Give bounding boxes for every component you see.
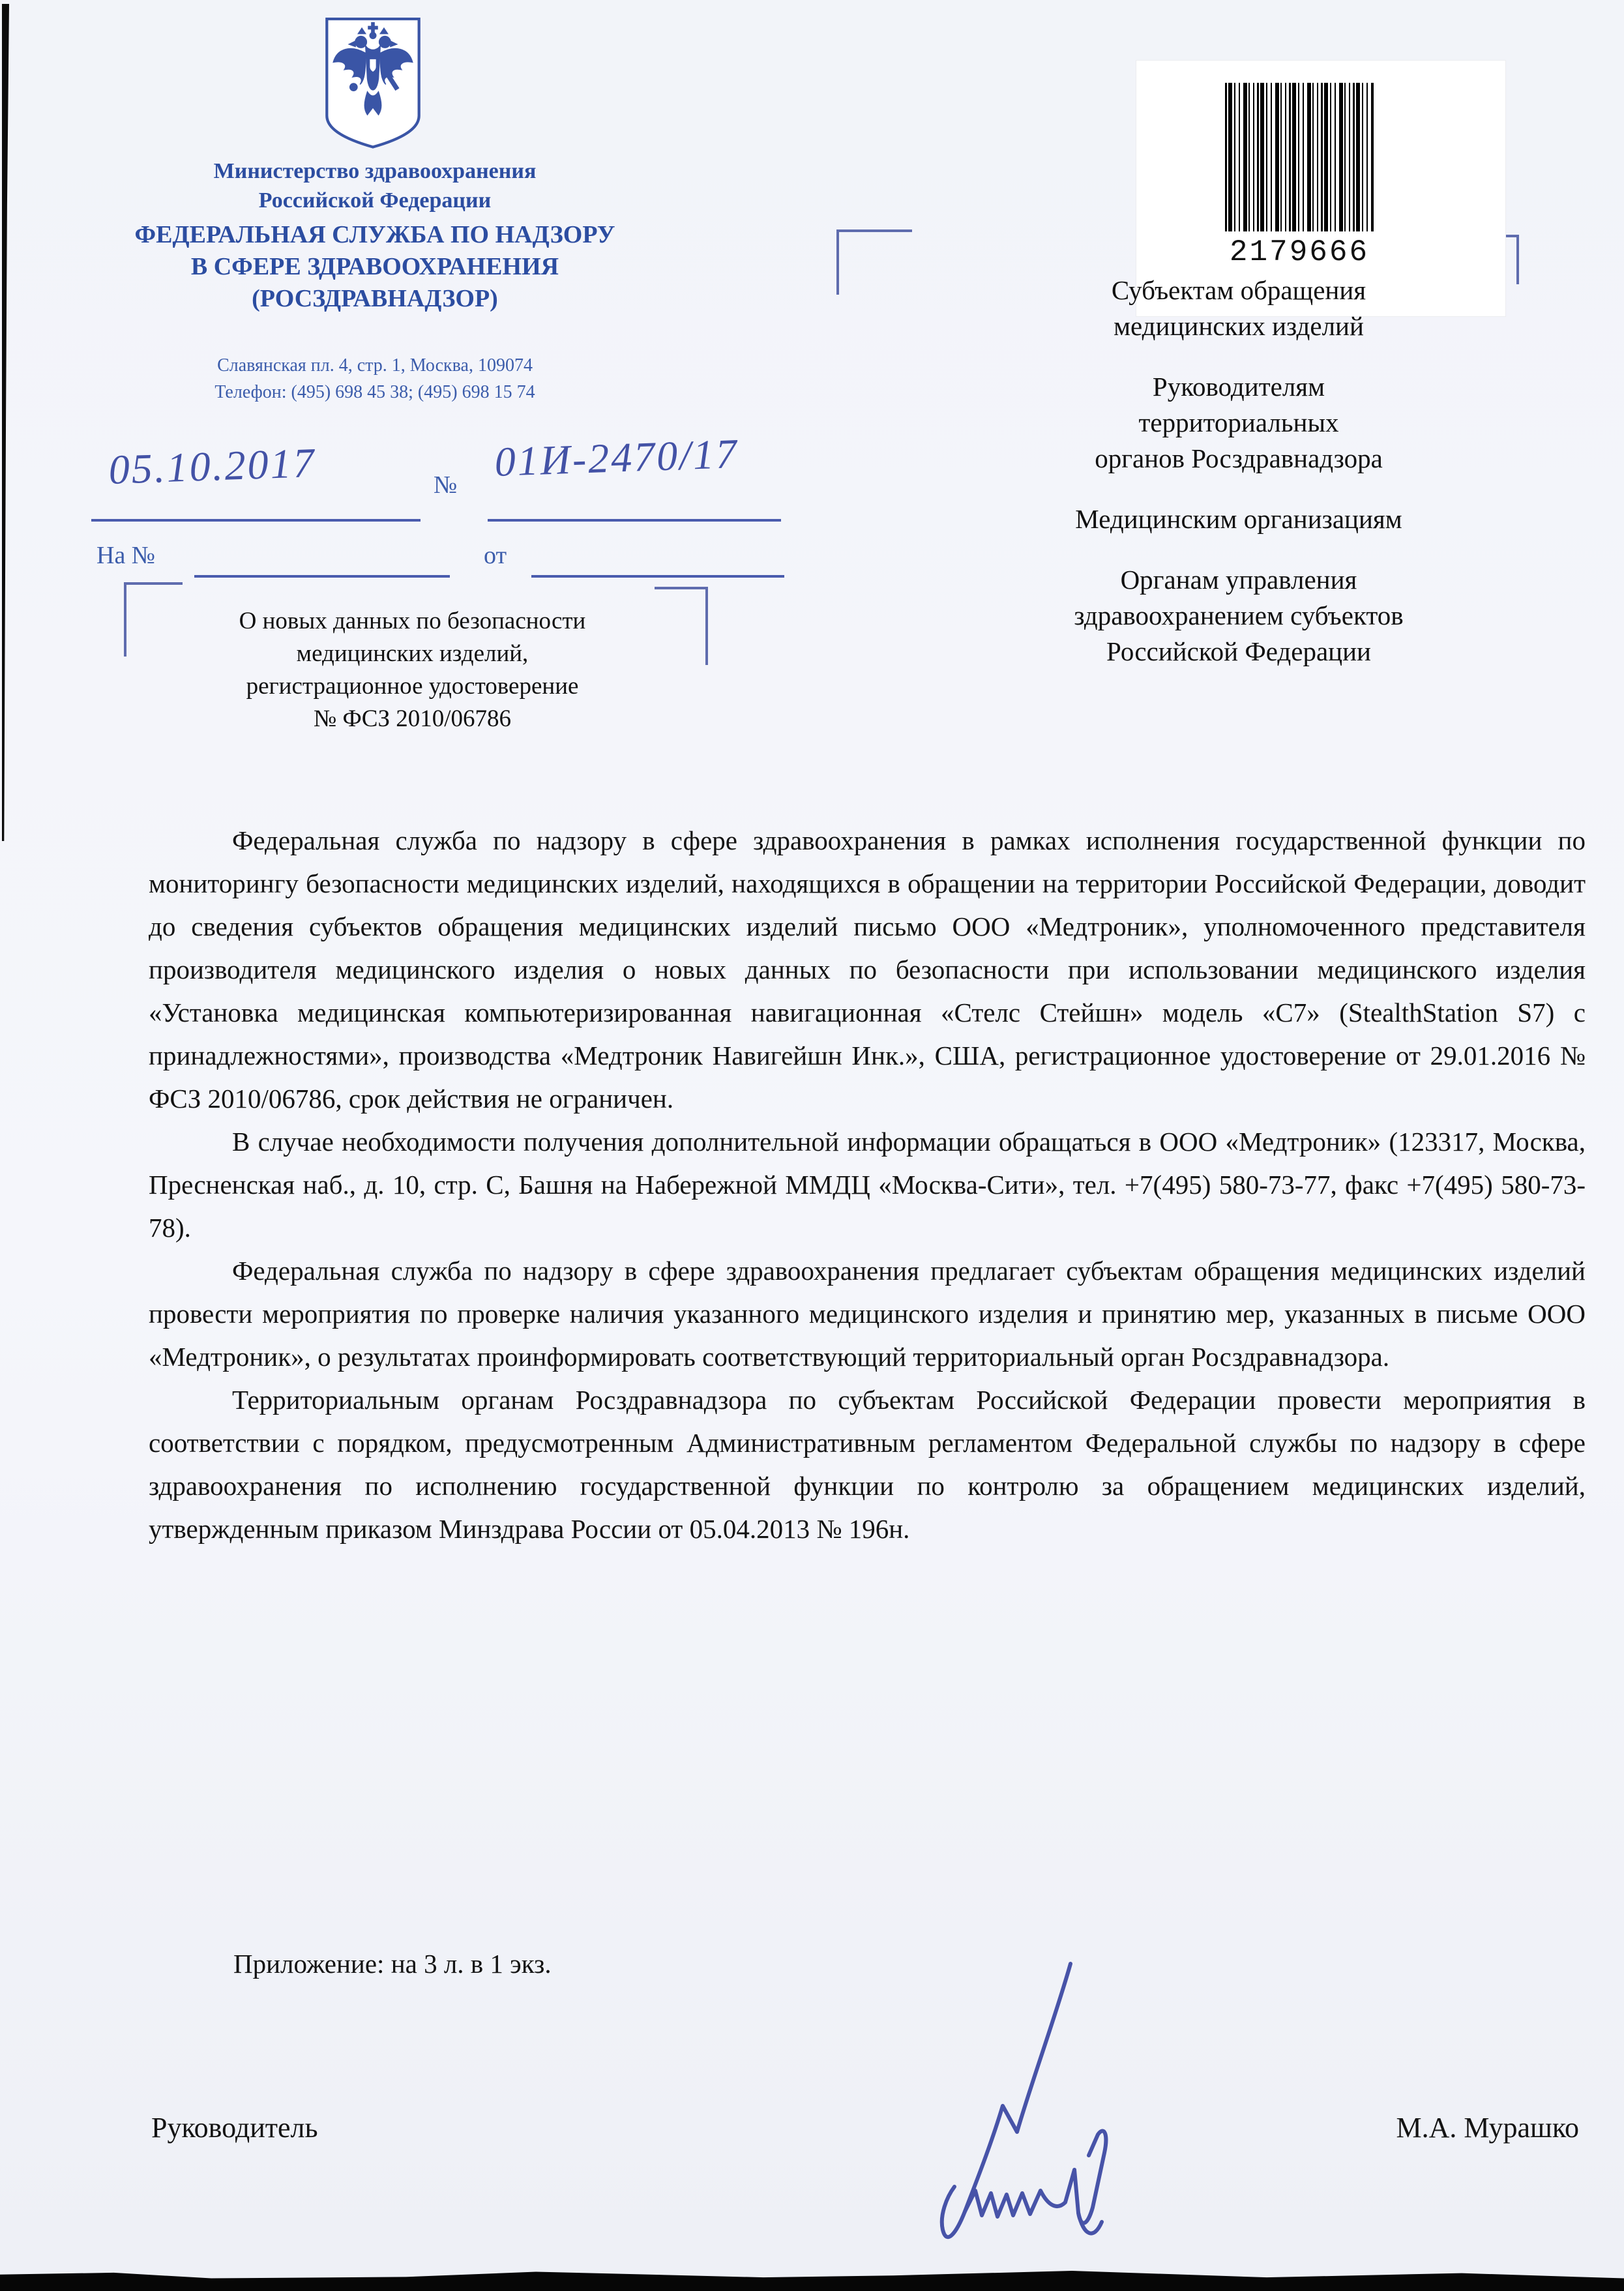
recipient-line: Органам управления — [1120, 565, 1357, 595]
reply-number-blank — [194, 575, 450, 578]
subject-line: медицинских изделий, — [296, 640, 529, 667]
recipient-line: медицинских изделий — [1114, 311, 1364, 341]
handwritten-outgoing-number: 01И-2470/17 — [494, 430, 740, 486]
barcode-number: 2179666 — [1229, 235, 1370, 269]
agency-line-1: ФЕДЕРАЛЬНАЯ СЛУЖБА ПО НАДЗОРУ — [134, 221, 615, 248]
agency-contact-block — [78, 352, 672, 406]
recipient-line: Субъектам обращения — [1111, 275, 1366, 305]
recipient-line: Руководителям — [1152, 372, 1325, 402]
reply-to-number-label: На № — [96, 542, 156, 569]
reply-from-label: от — [484, 542, 507, 569]
recipients-bracket-left — [836, 229, 912, 295]
body-paragraph-2: В случае необходимости получения дополнительной информации обращаться в ООО «Медтроник» (123317, Москва, Пресненская наб., д. 10, стр. С, Башня на Набережной ММДЦ «Москва-Сити», тел. +7(495) 580-73-77, факс +7(495) 580-73-78). — [149, 1127, 1586, 1243]
barcode-icon — [1225, 83, 1374, 231]
recipient-line: органов Росздравнадзора — [1095, 443, 1383, 473]
number-sign: № — [434, 471, 458, 499]
ministry-line-2: Российской Федерации — [258, 188, 492, 213]
agency-line-3: (РОСЗДРАВНАДЗОР) — [252, 285, 498, 312]
date-underline — [91, 519, 421, 522]
agency-phone: Телефон: (495) 698 45 38; (495) 698 15 74 — [214, 382, 535, 402]
body-paragraph-4: Территориальным органам Росздравнадзора по субъектам Российской Федерации провести мероприятия в соответствии с порядком, предусмотренным Административным регламентом Федеральной службы по надзору в сфере здравоохранения по исполнению государственной функции по контролю за обращением медицинских изделий, утвержденным приказом Минздрава России от 05.04.2013 № 196н. — [149, 1385, 1586, 1544]
agency-address: Славянская пл. 4, стр. 1, Москва, 109074 — [217, 355, 533, 376]
subject-line: регистрационное удостоверение — [246, 673, 579, 700]
agency-line-2: В СФЕРЕ ЗДРАВООХРАНЕНИЯ — [190, 253, 559, 280]
recipient-line: здравоохранением субъектов — [1074, 600, 1404, 630]
agency-name — [62, 219, 688, 315]
handwritten-signature — [841, 1955, 1167, 2264]
signer-position: Руководитель — [151, 2112, 318, 2144]
ministry-line-1: Министерство здравоохранения — [213, 159, 537, 183]
recipient-line: Российской Федерации — [1106, 636, 1371, 666]
ministry-name — [78, 156, 672, 215]
recipient-health-authorities — [926, 562, 1552, 670]
reply-date-blank — [531, 575, 784, 578]
recipient-territorial-heads — [926, 369, 1552, 477]
body-paragraph-3: Федеральная служба по надзору в сфере здравоохранения предлагает субъектам обращения медицинских изделий провести мероприятия по проверке наличия указанного медицинского изделия и принятию мер, указанных в письме ООО «Медтроник», о результатах проинформировать соответствующий территориальный орган Росздравнадзора. — [149, 1256, 1586, 1372]
number-underline — [488, 519, 781, 522]
russia-coat-of-arms-icon — [317, 14, 428, 156]
recipient-medical-organizations — [926, 501, 1552, 537]
attachment-note: Приложение: на 3 л. в 1 экз. — [233, 1949, 552, 1979]
subject-line: № ФСЗ 2010/06786 — [313, 705, 512, 732]
letter-subject — [134, 605, 691, 735]
body-paragraph-1: Федеральная служба по надзору в сфере здравоохранения в рамках исполнения государственной функции по мониторингу безопасности медицинских изделий, находящихся в обращении на территории Российской Федерации, доводит до сведения субъектов обращения медицинских изделий письмо ООО «Медтроник», уполномоченного представителя производителя медицинского изделия о новых данных по безопасности при использовании медицинского изделия «Установка медицинская компьютеризированная навигационная «Стелс Стейшн» модель «С7» (StealthStation S7) с принадлежностями», производства «Медтроник Навигейшн Инк.», США, регистрационное удостоверение от 29.01.2016 № ФСЗ 2010/06786, срок действия не ограничен. — [149, 825, 1586, 1114]
scan-artifact-left-line — [2, 4, 9, 841]
recipient-subjects — [926, 273, 1552, 344]
recipient-line: Медицинским организациям — [1075, 504, 1402, 534]
signer-name: М.А. Мурашко — [1396, 2112, 1579, 2144]
subject-line: О новых данных по безопасности — [239, 608, 586, 634]
handwritten-date: 05.10.2017 — [108, 439, 317, 494]
scan-artifact-bottom-band — [0, 2268, 1624, 2291]
letter-body — [149, 819, 1586, 1550]
recipient-line: территориальных — [1138, 407, 1339, 437]
recipients-block — [926, 273, 1552, 694]
